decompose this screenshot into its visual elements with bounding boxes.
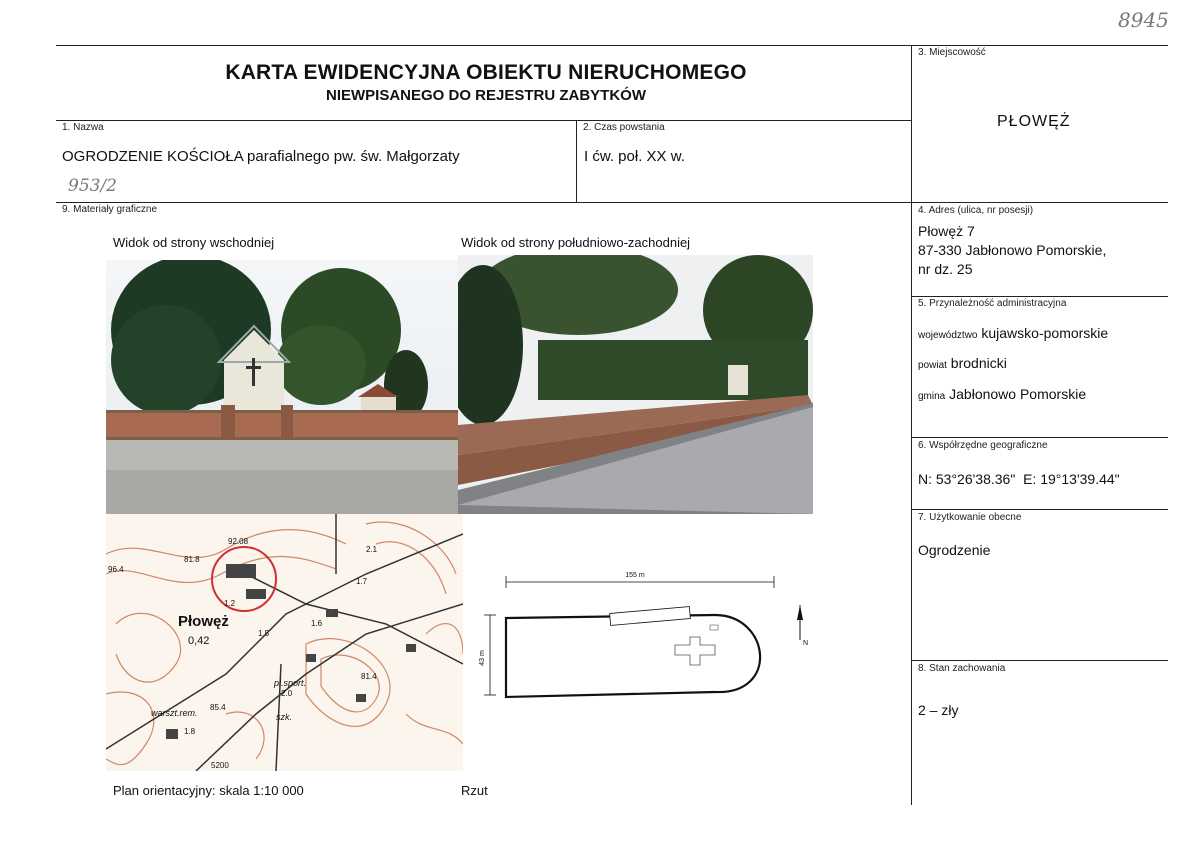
map-elevation: 1.7 — [356, 577, 368, 586]
document-title: KARTA EWIDENCYJNA OBIEKTU NIERUCHOMEGO — [225, 61, 747, 84]
field4-bottom-line — [911, 296, 1168, 297]
field6-bottom-line — [911, 509, 1168, 510]
field5-prefix: powiat — [918, 360, 947, 371]
map-elevation: 1.8 — [184, 727, 196, 736]
field8-value: 2 – zły — [918, 702, 959, 718]
caption-plan: Rzut — [461, 783, 488, 798]
field5-prefix: województwo — [918, 330, 978, 341]
map-elevation: 1.5 — [258, 629, 270, 638]
map-elevation: 96.4 — [108, 565, 124, 574]
field3-value: PŁOWĘŻ — [997, 113, 1071, 130]
map-elevation: 2.1 — [366, 545, 378, 554]
field4-line1: Płowęż 7 — [918, 223, 975, 239]
field5-value: kujawsko-pomorskie — [981, 325, 1109, 341]
site-plan-drawing — [470, 560, 820, 710]
field5-row-gmina — [918, 386, 1086, 402]
field1-handwritten-note: 953/2 — [68, 176, 117, 196]
field1-label: 1. Nazwa — [62, 122, 104, 133]
field2-value: I ćw. poł. XX w. — [584, 148, 685, 165]
topographic-map — [106, 514, 463, 771]
caption-map: Plan orientacyjny: skala 1:10 000 — [113, 783, 304, 798]
map-elevation: 85.4 — [210, 703, 226, 712]
map-elevation: 2.0 — [281, 689, 293, 698]
document-subtitle: NIEWPISANEGO DO REJESTRU ZABYTKÓW — [325, 87, 647, 104]
field4-label: 4. Adres (ulica, nr posesji) — [918, 205, 1034, 216]
name-time-divider — [576, 120, 577, 202]
field1-value — [62, 148, 460, 165]
field1-value-rest: parafialnego pw. św. Małgorzaty — [242, 148, 460, 165]
map-elevation: 81.8 — [184, 555, 200, 564]
field7-value: Ogrodzenie — [918, 542, 991, 558]
field6-value: N: 53°26'38.36" E: 19°13'39.44" — [918, 471, 1120, 487]
row1-bottom-line — [56, 202, 1168, 203]
caption-southwest-view: Widok od strony południowo-zachodniej — [461, 235, 691, 250]
map-town-value: 0,42 — [188, 635, 210, 647]
field5-label: 5. Przynależność administracyjna — [918, 298, 1067, 309]
field1-value-bold: OGRODZENIE KOŚCIOŁA — [62, 148, 243, 165]
field2-label: 2. Czas powstania — [583, 122, 665, 133]
caption-east-view: Widok od strony wschodniej — [113, 235, 275, 250]
map-elevation: 1.6 — [311, 619, 323, 628]
right-column-divider — [911, 45, 912, 805]
field9-label: 9. Materiały graficzne — [62, 204, 158, 215]
field7-label: 7. Użytkowanie obecne — [918, 512, 1022, 523]
map-place-label: pl.sport. — [274, 678, 307, 688]
photo-southwest-view — [458, 255, 813, 514]
photo-east-view — [106, 260, 458, 514]
plan-width-label: 155 m — [625, 572, 645, 579]
field4-line2: 87-330 Jabłonowo Pomorskie, — [918, 242, 1107, 258]
field5-value: Jabłonowo Pomorskie — [949, 386, 1087, 402]
field5-bottom-line — [911, 437, 1168, 438]
plan-north-label: N — [803, 640, 809, 647]
field3-label: 3. Miejscowość — [918, 47, 986, 58]
field5-value: brodnicki — [950, 355, 1007, 371]
map-elevation: 81.4 — [361, 672, 377, 681]
field4-line3: nr dz. 25 — [918, 261, 973, 277]
top-border — [56, 45, 1168, 46]
field5-row-powiat — [918, 355, 1007, 371]
field8-label: 8. Stan zachowania — [918, 663, 1006, 674]
reference-number: 8945 — [1118, 8, 1169, 32]
map-elevation: 1.2 — [224, 599, 236, 608]
map-place-label: szk. — [276, 712, 293, 722]
header-bottom-line — [56, 120, 911, 121]
plan-depth-label: 43 m — [479, 650, 486, 666]
field5-prefix: gmina — [918, 391, 946, 402]
map-place-label: warszt.rem. — [151, 708, 198, 718]
map-town-label: Płowęż — [178, 613, 229, 630]
field7-bottom-line — [911, 660, 1168, 661]
map-elevation: 92.08 — [228, 537, 249, 546]
map-elevation: 5200 — [211, 761, 229, 770]
field6-label: 6. Współrzędne geograficzne — [918, 440, 1048, 451]
field5-row-wojewodztwo — [918, 325, 1108, 341]
